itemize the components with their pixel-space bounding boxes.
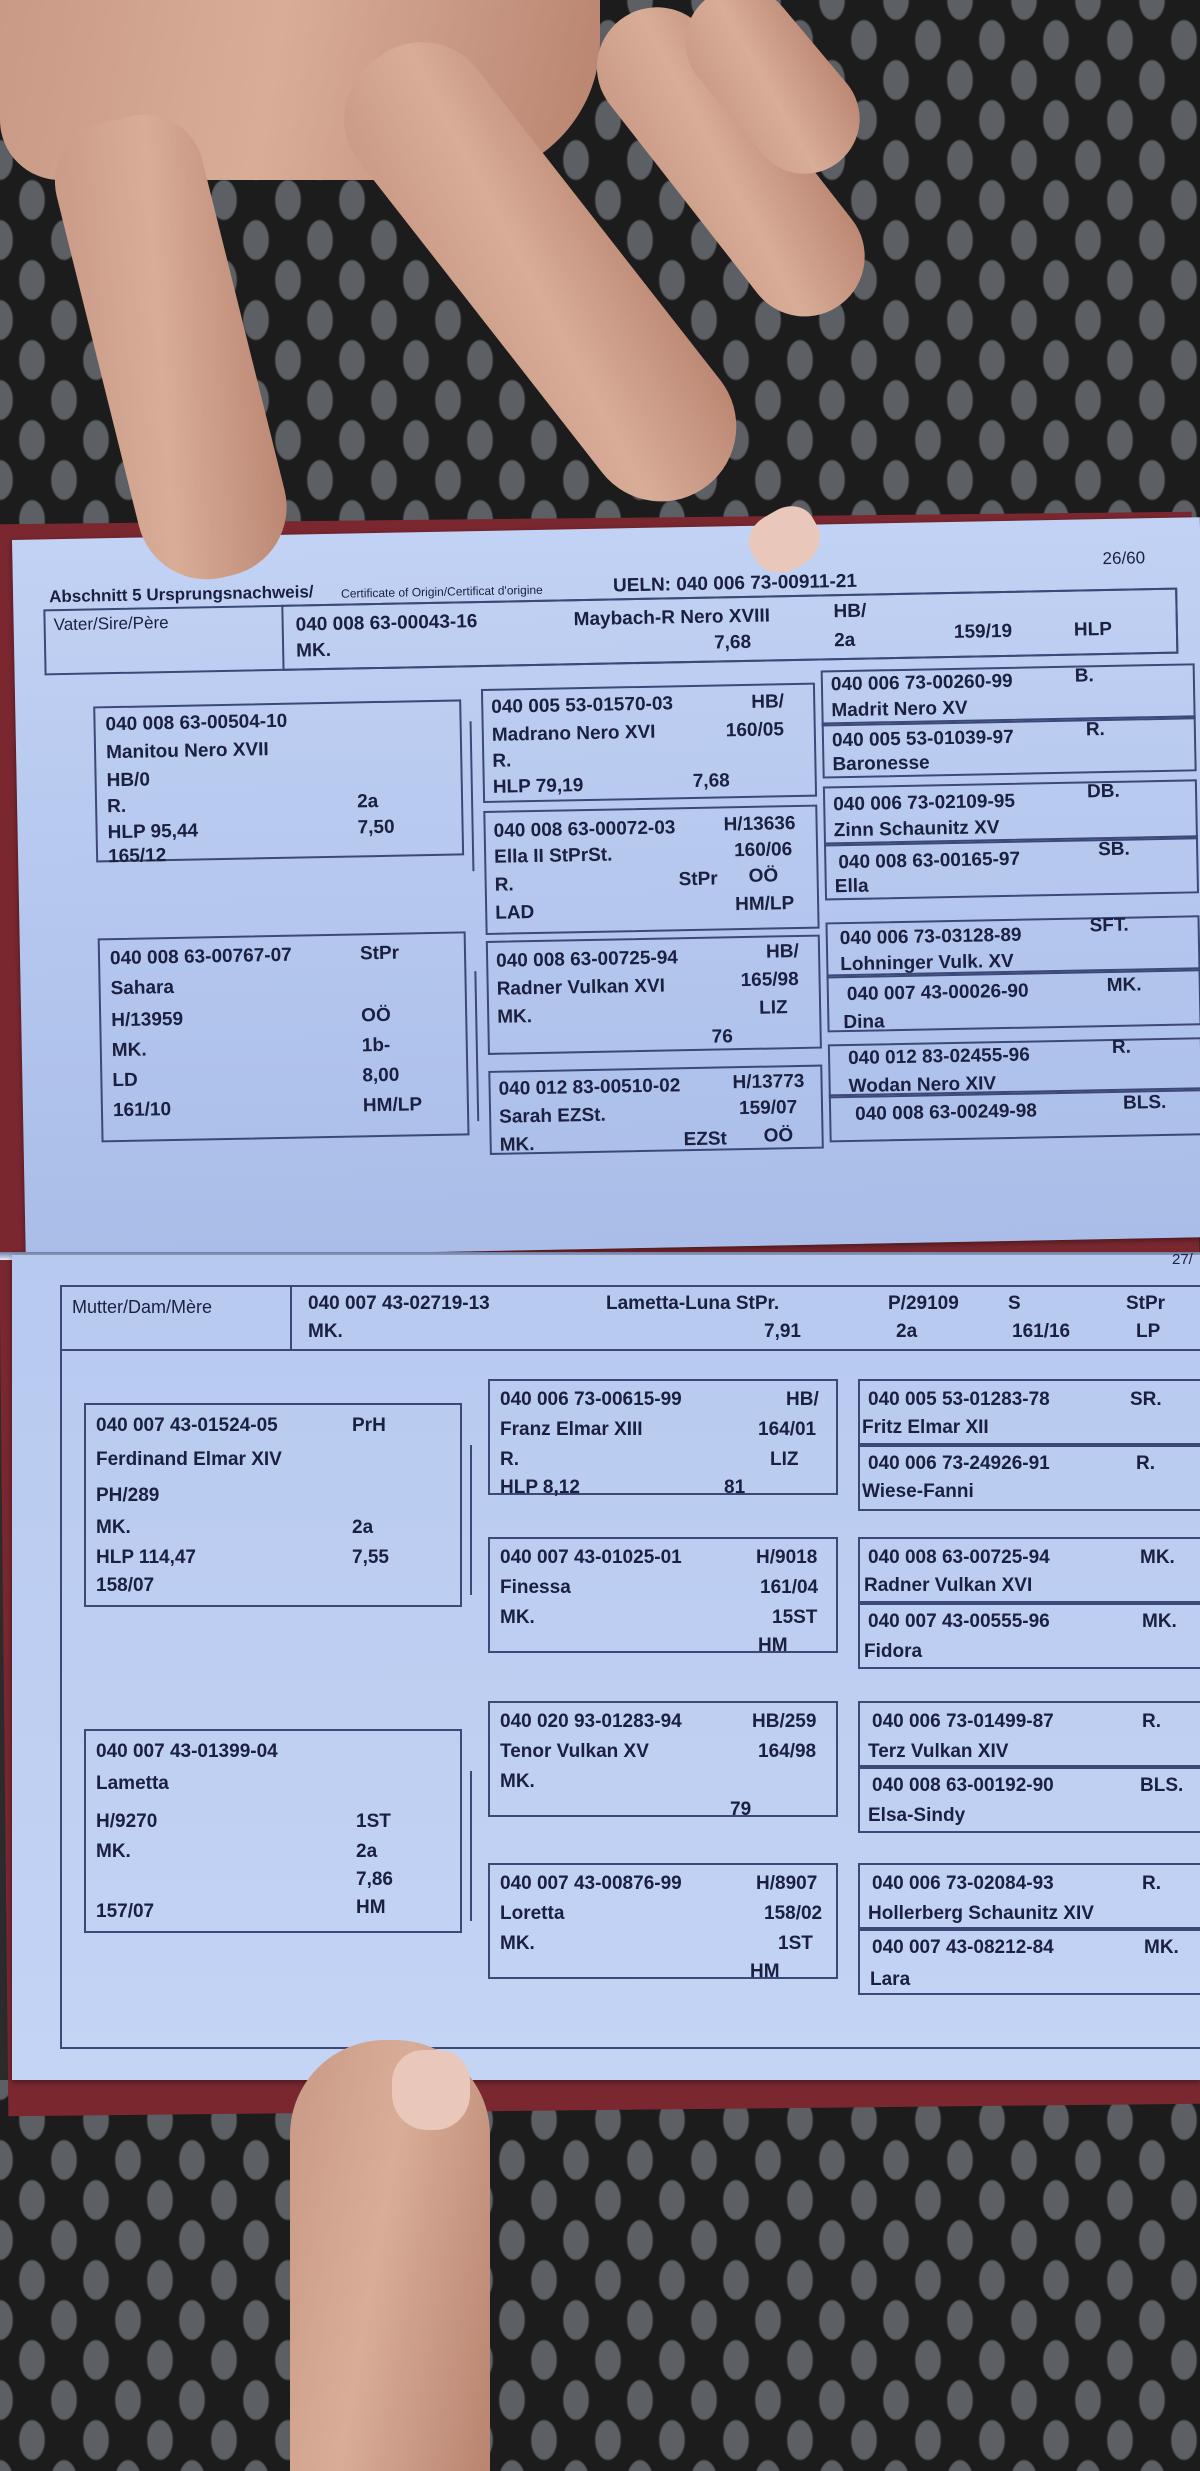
mgd-hb: H/9270 [96, 1811, 158, 1832]
pgs-dam-stpr: StPr [678, 868, 718, 891]
fingernail-bottom [392, 2050, 470, 2130]
pgd-dam-id: 040 012 83-00510-02 [498, 1075, 681, 1100]
mgs-name: Ferdinand Elmar XIV [96, 1449, 282, 1470]
pgd-sire-color: MK. [497, 1006, 533, 1028]
pgd-color: MK. [111, 1039, 147, 1062]
dam-score: 7,91 [764, 1321, 801, 1342]
pgd-sire-id: 040 008 63-00725-94 [495, 947, 679, 972]
mgs-sire-sire-name: Fritz Elmar XII [862, 1417, 989, 1438]
pgd-sire-name: Radner Vulkan XVI [496, 975, 666, 1000]
sire-hb: HB/ [833, 600, 867, 623]
mgd-dam-sire-name: Hollerberg Schaunitz XIV [868, 1903, 1094, 1924]
sire-score: 7,68 [713, 631, 752, 654]
pgs-dam-sire-color: DB. [1086, 780, 1120, 803]
mgd-sire-size: 164/98 [758, 1741, 817, 1762]
pgd-dam-ezst: EZSt [683, 1128, 728, 1151]
mgd-color: MK. [96, 1841, 131, 1862]
pgs-sire-dam-name: Baronesse [832, 752, 930, 776]
pgd-hb: H/13959 [111, 1008, 184, 1032]
dam-name: Lametta-Luna StPr. [606, 1293, 780, 1314]
pgs-dam-hm: HM/LP [734, 893, 795, 916]
mgd-dam-hb: H/8907 [756, 1873, 818, 1894]
mgs-sire-size: 164/01 [758, 1419, 817, 1440]
mgs-hlp: HLP 114,47 [96, 1547, 197, 1568]
mgd-sire-name: Tenor Vulkan XV [500, 1741, 649, 1762]
mgd-name: Lametta [96, 1773, 169, 1794]
pgs-hlp: HLP 95,44 [107, 820, 199, 844]
pgs-sire-sire-id: 040 006 73-00260-99 [830, 670, 1013, 696]
mgs-dam-name: Finessa [500, 1577, 571, 1598]
mgd-hm: HM [356, 1897, 386, 1918]
pgs-sire-score: 7,68 [692, 770, 730, 792]
mgd-sire-dam-color: BLS. [1140, 1775, 1184, 1796]
dam-hb: P/29109 [888, 1293, 959, 1314]
mgd-sire-sire-color: R. [1142, 1711, 1161, 1732]
mgd-dam-st: 1ST [778, 1933, 813, 1954]
mgs-dam-dam-name: Fidora [864, 1641, 923, 1662]
pgd-score: 8,00 [362, 1064, 400, 1087]
mgs-dam-dam-color: MK. [1142, 1611, 1177, 1632]
mgd-sire-sire-id: 040 006 73-01499-87 [872, 1711, 1054, 1732]
pgd-hm: HM/LP [362, 1094, 423, 1117]
mgs-size: 158/07 [96, 1575, 155, 1596]
pgs-sire-color: R. [492, 750, 512, 772]
pgs-hb: HB/0 [106, 769, 151, 792]
pgd-sire-num: 76 [711, 1026, 734, 1048]
pgs-sire-sire-name: Madrit Nero XV [831, 697, 968, 722]
mgd-dam-id: 040 007 43-00876-99 [500, 1873, 682, 1894]
pgd-sire-size: 165/98 [740, 968, 799, 992]
mgs-sire-dam-name: Wiese-Fanni [862, 1481, 974, 1502]
pgd-sire-liz: LIZ [758, 997, 788, 1019]
mgs-sire-hb: HB/ [786, 1389, 819, 1410]
mgs-color: MK. [96, 1517, 131, 1538]
pgd-dam-dam-id: 040 008 63-00249-98 [854, 1100, 1038, 1125]
mgs-tag: PrH [352, 1415, 386, 1436]
pedigree-page-upper [12, 517, 1200, 1260]
mgs-dam-size: 161/04 [760, 1577, 819, 1598]
mgs-dam-sire-color: MK. [1140, 1547, 1175, 1568]
ueln-number: UELN: 040 006 73-00911-21 [612, 570, 858, 597]
dam-id: 040 007 43-02719-13 [308, 1293, 490, 1314]
mgd-dam-sire-color: R. [1142, 1873, 1161, 1894]
pgs-dam-id: 040 008 63-00072-03 [493, 817, 676, 842]
pgd-stpr: StPr [359, 942, 400, 965]
pgs-dam-sire-name: Zinn Schaunitz XV [833, 817, 1000, 842]
mgd-size: 157/07 [96, 1901, 155, 1922]
mgd-dam-dam-id: 040 007 43-08212-84 [872, 1937, 1054, 1958]
pgs-dam-region: OÖ [748, 865, 779, 887]
mgd-sire-id: 040 020 93-01283-94 [500, 1711, 682, 1732]
section-subtitle: Certificate of Origin/Certificat d'origine [340, 582, 543, 601]
mgd-id: 040 007 43-01399-04 [96, 1741, 278, 1762]
mgs-sire-name: Franz Elmar XIII [500, 1419, 643, 1440]
mgs-sire-dam-color: R. [1136, 1453, 1155, 1474]
sire-id: 040 008 63-00043-16 [295, 611, 478, 636]
section-title: Abschnitt 5 Ursprungsnachweis/ [48, 582, 314, 607]
mgd-sire-dam-name: Elsa-Sindy [868, 1805, 966, 1826]
pgd-ld: LD [112, 1069, 138, 1092]
pgd-dam-color: MK. [499, 1134, 535, 1156]
mgs-dam-id: 040 007 43-01025-01 [500, 1547, 682, 1568]
pgd-sire-dam-id: 040 007 43-00026-90 [846, 980, 1029, 1006]
mgs-sire-dam-id: 040 006 73-24926-91 [868, 1453, 1050, 1474]
pgs-dam-color: R. [494, 874, 514, 896]
pgs-sire-size: 160/05 [725, 719, 785, 742]
pgd-sire-hb: HB/ [765, 940, 799, 963]
sire-name: Maybach-R Nero XVIII [573, 605, 771, 631]
mgs-sire-sire-color: SR. [1130, 1389, 1162, 1410]
mgd-sire-dam-id: 040 008 63-00192-90 [872, 1775, 1054, 1796]
pgd-dam-sire-name: Wodan Nero XIV [848, 1073, 997, 1098]
pgs-score: 7,50 [357, 816, 395, 839]
pgs-dam-dam-name: Ella [834, 875, 869, 898]
pgd-dam-size: 159/07 [738, 1097, 798, 1120]
mgs-grade: 2a [352, 1517, 374, 1538]
pgd-id: 040 008 63-00767-07 [109, 944, 292, 970]
pgs-size: 165/12 [107, 845, 167, 868]
pedigree-page-lower [12, 1251, 1200, 2080]
sire-label: Vater/Sire/Père [53, 613, 169, 635]
mgs-dam-color: MK. [500, 1607, 535, 1628]
pgs-name: Manitou Nero XVII [105, 739, 269, 764]
mgs-sire-hlp: HLP 8,12 [500, 1477, 580, 1498]
pgs-dam-dam-color: SB. [1097, 838, 1131, 861]
mgs-sire-num: 81 [724, 1477, 746, 1498]
mgd-dam-color: MK. [500, 1933, 535, 1954]
pgs-dam-name: Ella II StPrSt. [493, 844, 613, 868]
mgs-dam-hb: H/9018 [756, 1547, 818, 1568]
pgs-sire-id: 040 005 53-01570-03 [491, 693, 674, 718]
pgd-sire-sire-id: 040 006 73-03128-89 [839, 924, 1022, 950]
pgs-dam-dam-id: 040 008 63-00165-97 [838, 848, 1021, 874]
mgs-dam-sire-id: 040 008 63-00725-94 [868, 1547, 1050, 1568]
pgd-size: 161/10 [112, 1099, 172, 1122]
pgd-sire-dam-name: Dina [843, 1011, 885, 1034]
pgd-grade: 1b- [361, 1034, 391, 1057]
pgs-grade: 2a [356, 791, 379, 813]
pgs-id: 040 008 63-00504-10 [105, 710, 288, 736]
connector-line [470, 721, 475, 871]
pgd-dam-region: OÖ [763, 1125, 794, 1147]
mgs-sire-id: 040 006 73-00615-99 [500, 1389, 682, 1410]
connector-line-4 [470, 1771, 472, 1921]
pgs-dam-sire-id: 040 006 73-02109-95 [833, 790, 1016, 816]
mgs-dam-sire-name: Radner Vulkan XVI [864, 1575, 1033, 1596]
mgd-dam-dam-name: Lara [870, 1969, 911, 1990]
dam-flag: LP [1136, 1321, 1161, 1342]
mgs-score: 7,55 [352, 1547, 389, 1568]
pgd-sire-sire-color: SFT. [1089, 914, 1129, 937]
mgs-id: 040 007 43-01524-05 [96, 1415, 278, 1436]
mgd-grade: 2a [356, 1841, 378, 1862]
pgs-sire-sire-color: B. [1074, 665, 1095, 687]
pgs-dam-hb: H/13636 [723, 813, 796, 836]
connector-line-2 [474, 971, 479, 1121]
pgs-dam-size: 160/06 [733, 839, 793, 862]
mgs-sire-liz: LIZ [770, 1449, 799, 1470]
pgd-dam-sire-id: 040 012 83-02455-96 [847, 1044, 1030, 1070]
sire-grade: 2a [833, 629, 856, 652]
mgd-sire-num: 79 [730, 1799, 752, 1820]
mgd-sire-hb: HB/259 [752, 1711, 817, 1732]
sire-flag: HLP [1073, 618, 1113, 641]
pgs-dam-lad: LAD [495, 902, 535, 924]
mgs-sire-sire-id: 040 005 53-01283-78 [868, 1389, 1050, 1410]
pgd-sire-dam-color: MK. [1106, 974, 1142, 997]
mgd-dam-sire-id: 040 006 73-02084-93 [872, 1873, 1054, 1894]
pgd-region: OÖ [360, 1004, 391, 1027]
mgs-sire-color: R. [500, 1449, 519, 1470]
pgs-sire-dam-id: 040 005 53-01039-97 [831, 726, 1014, 752]
pgs-sire-name: Madrano Nero XVI [491, 721, 656, 746]
pgd-dam-dam-color: BLS. [1122, 1091, 1167, 1114]
pgd-name: Sahara [110, 976, 175, 1000]
pgd-dam-hb: H/13773 [732, 1070, 805, 1094]
pgd-sire-sire-name: Lohninger Vulk. XV [840, 950, 1014, 976]
dam-stpr: StPr [1126, 1293, 1166, 1314]
metal-mesh-table-bottom [0, 2080, 1200, 2471]
mgs-dam-st: 15ST [772, 1607, 818, 1628]
page-number-lower: 27/ [1172, 1251, 1193, 1268]
mgs-dam-dam-id: 040 007 43-00555-96 [868, 1611, 1050, 1632]
pgs-sire-hb: HB/ [751, 691, 785, 713]
pgs-sire-dam-color: R. [1085, 719, 1106, 741]
dam-s: S [1008, 1293, 1021, 1314]
dam-grade: 2a [896, 1321, 918, 1342]
mgd-sire-color: MK. [500, 1771, 535, 1792]
pgd-dam-sire-color: R. [1111, 1036, 1132, 1058]
dam-size: 161/16 [1012, 1321, 1071, 1342]
mgd-score: 7,86 [356, 1869, 393, 1890]
pgs-sire-hlp: HLP 79,19 [492, 775, 584, 798]
mgd-dam-name: Loretta [500, 1903, 565, 1924]
mgd-sire-sire-name: Terz Vulkan XIV [868, 1741, 1009, 1762]
mgs-hb: PH/289 [96, 1485, 160, 1506]
dam-color: MK. [308, 1321, 343, 1342]
connector-line-3 [470, 1445, 472, 1595]
mgd-dam-hm: HM [750, 1961, 780, 1982]
pgs-color: R. [106, 795, 127, 818]
mgd-dam-size: 158/02 [764, 1903, 823, 1924]
pgd-dam-name: Sarah EZSt. [498, 1104, 607, 1128]
page-number: 26/60 [1102, 548, 1146, 569]
dam-label: Mutter/Dam/Mère [72, 1297, 213, 1317]
sire-size: 159/19 [953, 620, 1013, 643]
mgd-dam-dam-color: MK. [1144, 1937, 1179, 1958]
sire-color: MK. [295, 639, 332, 662]
mgs-dam-hm: HM [758, 1635, 788, 1656]
mgd-st: 1ST [356, 1811, 391, 1832]
